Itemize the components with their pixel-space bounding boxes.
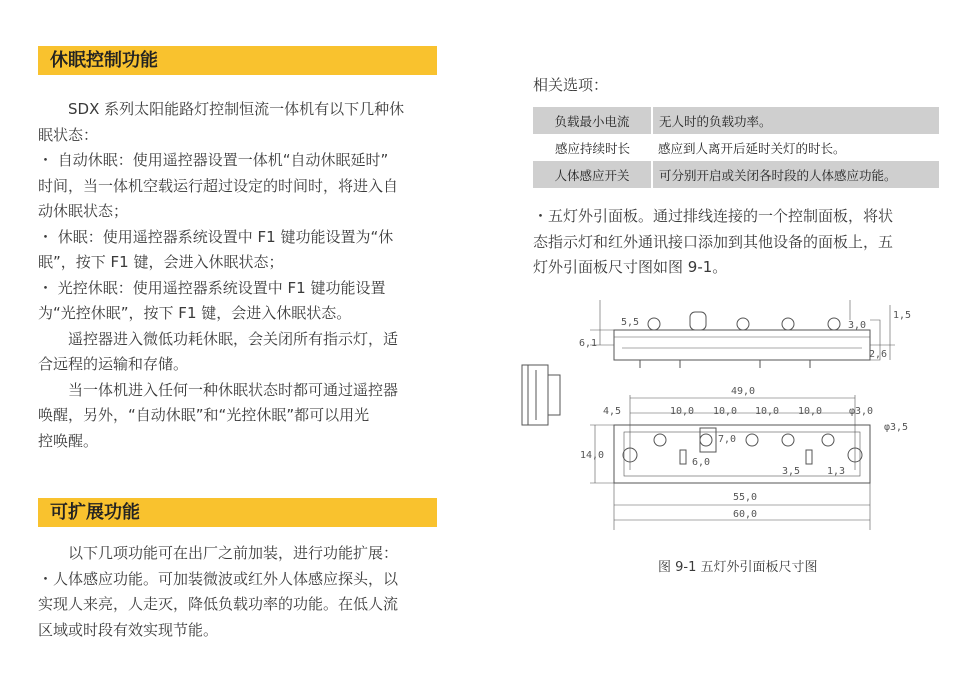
dim-60-0: 60,0 — [733, 509, 758, 520]
option-value: 无人时的负载功率。 — [652, 107, 939, 134]
dim-phi-3-0: φ3,0 — [849, 406, 874, 417]
light-sleep-line1: ・ 光控休眠：使用遥控器系统设置中 F1 键功能设置 — [38, 278, 386, 297]
option-value: 感应到人离开后延时关灯的时长。 — [652, 134, 939, 161]
sleep-intro-line2: 眠状态： — [38, 125, 99, 144]
expand-line2: 实现人来亮，人走灭，降低负载功率的功能。在低人流 — [38, 595, 399, 613]
dim-6-0: 6,0 — [692, 457, 711, 468]
panel-line2: 态指示灯和红外通讯接口添加到其他设备的面板上，五 — [533, 232, 894, 251]
wake-line3: 控唤醒。 — [38, 431, 99, 450]
expand-intro: 以下几项功能可在出厂之前加装，进行功能扩展： — [68, 544, 399, 562]
remote-line1: 遥控器进入微低功耗休眠，会关闭所有指示灯，适 — [68, 329, 399, 348]
dim-4-5: 4,5 — [603, 406, 622, 417]
sleep-line1: ・ 休眠：使用遥控器系统设置中 F1 键功能设置为“休 — [38, 227, 394, 246]
light-sleep-line2: 为“光控休眠”，按下 F1 键，会进入休眠状态。 — [38, 304, 352, 322]
profile-view — [522, 365, 560, 425]
option-key: 人体感应开关 — [533, 161, 652, 188]
option-key: 感应持续时长 — [533, 134, 652, 161]
remote-line2: 合远程的运输和存储。 — [38, 355, 189, 373]
dim-3-0: 3,0 — [848, 320, 867, 331]
sleep-section-title: 休眠控制功能 — [38, 46, 437, 75]
dim-55-0: 55,0 — [733, 492, 758, 503]
expand-section-title: 可扩展功能 — [38, 498, 437, 527]
expand-line1: ・人体感应功能。可加装微波或红外人体感应探头，以 — [38, 569, 399, 588]
panel-line3: 灯外引面板尺寸图如图 9-1。 — [533, 258, 728, 276]
auto-sleep-line3: 动休眠状态； — [38, 202, 129, 220]
dim-phi-3-5: φ3,5 — [884, 422, 909, 433]
dim-1-3: 1,3 — [827, 466, 846, 477]
side-view — [590, 300, 895, 368]
dim-7-0: 7,0 — [718, 434, 737, 445]
dim-10-0-c: 10,0 — [755, 406, 780, 417]
dim-10-0-a: 10,0 — [670, 406, 695, 417]
dim-5-5: 5,5 — [621, 317, 640, 328]
sleep-line2: 眠”，按下 F1 键，会进入休眠状态； — [38, 253, 284, 271]
expand-line3: 区域或时段有效实现节能。 — [38, 620, 219, 639]
option-key: 负载最小电流 — [533, 107, 652, 134]
auto-sleep-line1: ・ 自动休眠：使用遥控器设置一体机“自动休眠延时” — [38, 151, 389, 169]
related-options-title: 相关选项： — [533, 76, 609, 94]
panel-line1: ・五灯外引面板。通过排线连接的一个控制面板，将状 — [533, 207, 894, 225]
dim-10-0-b: 10,0 — [713, 406, 738, 417]
figure-caption: 图 9-1 五灯外引面板尺寸图 — [658, 560, 818, 575]
dimension-labels — [579, 310, 911, 520]
wake-line2: 唤醒，另外，“自动休眠”和“光控休眠”都可以用光 — [38, 406, 370, 424]
dim-6-1: 6,1 — [579, 338, 598, 349]
dim-49-0: 49,0 — [731, 386, 756, 397]
dim-10-0-d: 10,0 — [798, 406, 823, 417]
dim-2-6: 2,6 — [869, 349, 888, 360]
dim-3-5: 3,5 — [782, 466, 801, 477]
dim-14-0: 14,0 — [580, 450, 605, 461]
auto-sleep-line2: 时间，当一体机空载运行超过设定的时间时，将进入自 — [38, 176, 399, 195]
sleep-intro-line1: SDX 系列太阳能路灯控制恒流一体机有以下几种休 — [68, 100, 405, 118]
option-value: 可分别开启或关闭各时段的人体感应功能。 — [652, 161, 939, 188]
wake-line1: 当一体机进入任何一种休眠状态时都可通过遥控器 — [68, 380, 399, 399]
dim-1-5: 1,5 — [893, 310, 912, 321]
